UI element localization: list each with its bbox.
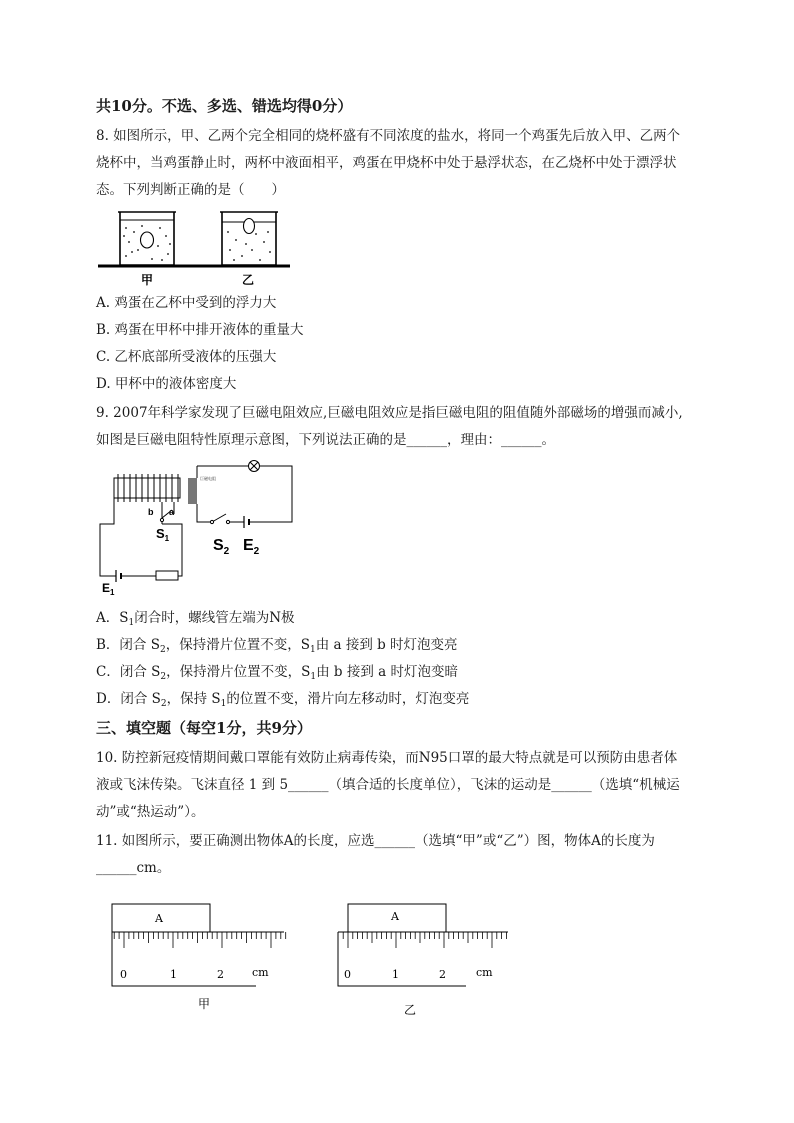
label-yi: 乙 [242, 273, 255, 287]
q8-option-c: C. 乙杯底部所受液体的压强大 [96, 349, 277, 365]
ruler-body [338, 932, 466, 986]
gmr-label: 巨磁电阻 [200, 476, 216, 481]
q11-text-line-2: ______cm。 [96, 860, 171, 876]
label-b: b [148, 507, 154, 517]
ruler-body [112, 932, 256, 986]
tick-label-0: 0 [120, 968, 127, 981]
q10-text-line-1: 10. 防控新冠疫情期间戴口罩能有效防止病毒传染，而N95口罩的最大特点就是可以预防由患者体 [96, 750, 678, 766]
q10-text-line-2: 液或飞沫传染。飞沫直径 1 到 5______（填合适的长度单位），飞沫的运动是______（选填“机械运 [96, 777, 680, 793]
q9-option-b: B．闭合 $S_2$，保持滑片位置不变，$S_1$由 a 接到 b 时灯泡变亮 [96, 637, 458, 655]
q8-option-a: A. 鸡蛋在乙杯中受到的浮力大 [96, 295, 277, 311]
egg-suspended [141, 232, 154, 248]
q9-text-line-1: 9. 2007年科学家发现了巨磁电阻效应,巨磁电阻效应是指巨磁电阻的阻值随外部磁场的增强而减小, [96, 405, 683, 421]
q9-option-d: D．闭合 $S_2$，保持 $S_1$的位置不变，滑片向左移动时，灯泡变亮 [96, 691, 470, 709]
tick-label-1: 1 [170, 968, 177, 981]
q8-beakers-figure [96, 206, 296, 290]
q10-text-line-3: 动”或“热运动”）。 [96, 804, 205, 820]
label-e2: $E_2$ [243, 537, 260, 557]
caption-jia: 甲 [198, 997, 211, 1011]
q8-text-line-3: 态。下列判断正确的是（ ） [96, 182, 285, 198]
tick-label-1: 1 [392, 968, 399, 981]
ruler-figure-yi [332, 900, 522, 1020]
q11-text-line-1: 11. 如图所示，要正确测出物体A的长度，应选______（选填“甲”或“乙”）图，物体A的长度为 [96, 833, 655, 849]
label-a: a [169, 507, 175, 517]
q9-text-line-2: 如图是巨磁电阻特性原理示意图，下列说法正确的是______，理由：______。 [96, 432, 555, 448]
ruler-ticks [343, 932, 506, 948]
object-a-label: A [391, 910, 399, 923]
label-e1: $E_1$ [102, 581, 115, 597]
object-a-label: A [155, 912, 163, 925]
q9-option-c: C．闭合 $S_2$，保持滑片位置不变，$S_1$由 b 接到 a 时灯泡变暗 [96, 664, 458, 682]
tick-label-2: 2 [217, 968, 224, 981]
section-3-title: 三、填空题（每空1分，共9分） [96, 719, 312, 737]
unit-label: cm [252, 966, 269, 979]
section-heading-continued: 共10分。不选、多选、错选均得0分） [96, 97, 353, 115]
label-s2: $S_2$ [213, 537, 230, 557]
solenoid [114, 474, 180, 502]
beaker-yi [220, 212, 278, 265]
beaker-jia [118, 212, 176, 265]
gmr-element [188, 478, 197, 504]
tick-label-0: 0 [344, 968, 351, 981]
caption-yi: 乙 [404, 1003, 417, 1017]
s2-blade [212, 514, 226, 522]
q8-text-line-1: 8. 如图所示，甲、乙两个完全相同的烧杯盛有不同浓度的盐水，将同一个鸡蛋先后放入甲、乙两个 [96, 128, 681, 144]
q8-option-d: D. 甲杯中的液体密度大 [96, 376, 237, 392]
unit-label: cm [476, 966, 493, 979]
q9-circuit-figure [96, 458, 301, 600]
ruler-ticks [114, 932, 286, 948]
q8-text-line-2: 烧杯中，当鸡蛋静止时，两杯中液面相平，鸡蛋在甲烧杯中处于悬浮状态，在乙烧杯中处于漂浮状 [96, 155, 677, 171]
egg-floating [244, 219, 255, 234]
q8-option-b: B. 鸡蛋在甲杯中排开液体的重量大 [96, 322, 304, 338]
label-jia: 甲 [141, 273, 154, 287]
label-s1: $S_1$ [156, 526, 170, 543]
q9-option-a: A．$S_1$闭合时，螺线管左端为N极 [96, 610, 295, 628]
tick-label-2: 2 [439, 968, 446, 981]
ruler-figure-jia [106, 900, 296, 1020]
